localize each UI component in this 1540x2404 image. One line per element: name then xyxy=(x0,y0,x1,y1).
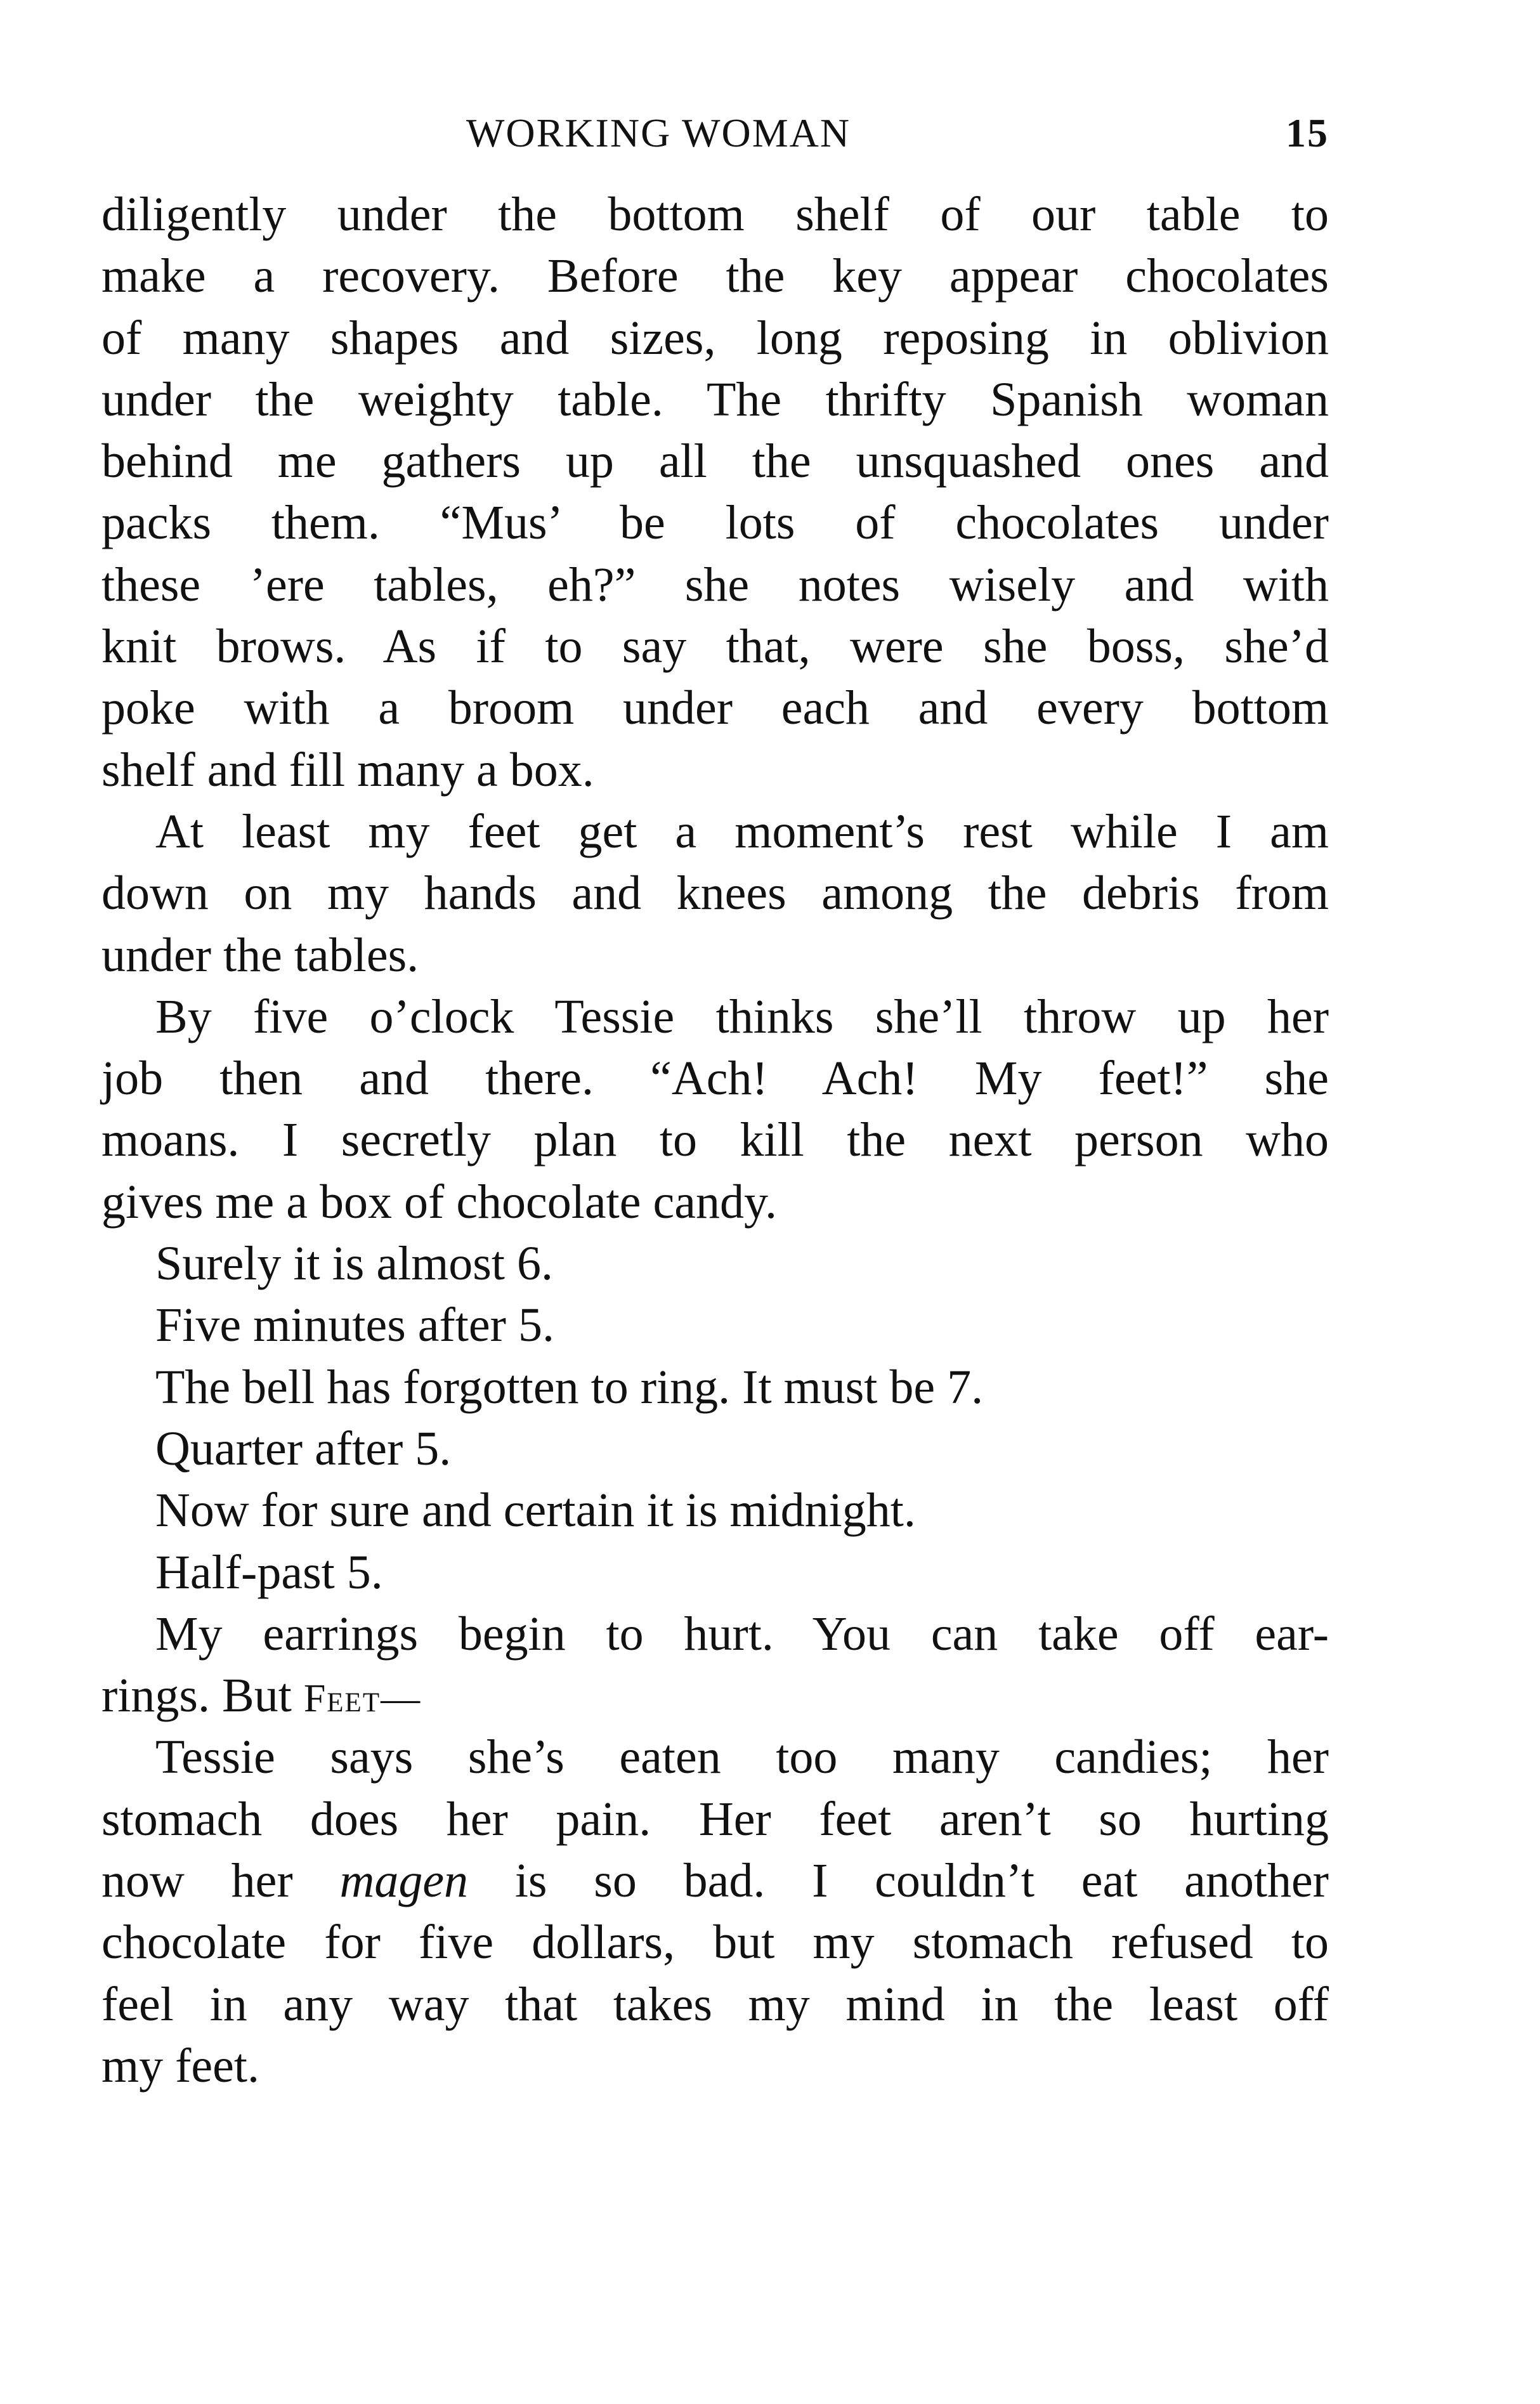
text-line: shelf and fill many a box. xyxy=(101,743,594,797)
page-header xyxy=(466,98,1329,168)
text-line: gives me a box of chocolate candy. xyxy=(101,1175,778,1229)
italic-word: magen xyxy=(339,1854,469,1908)
text-line: feel in any way that takes my mind in the least off xyxy=(101,1977,1329,2031)
page-number: 15 xyxy=(1286,110,1329,155)
text-line: By five o’clock Tessie thinks she’ll throw up her xyxy=(155,990,1329,1043)
text-line: packs them. “Mus’ be lots of chocolates under xyxy=(101,496,1329,550)
text-line: stomach does her pain. Her feet aren’t so hurting xyxy=(101,1792,1329,1846)
text-line: At least my feet get a moment’s rest while I am xyxy=(155,804,1329,858)
text-line: make a recovery. Before the key appear chocolates xyxy=(101,249,1329,303)
text-line: My earrings begin to hurt. You can take off ear- xyxy=(155,1607,1329,1661)
text-line: of many shapes and sizes, long reposing in oblivion xyxy=(101,311,1329,365)
running-head: WORKING WOMAN xyxy=(466,110,851,155)
text-line: these ’ere tables, eh?” she notes wisely and with xyxy=(101,558,1329,611)
text-line: job then and there. “Ach! Ach! My feet!” she xyxy=(101,1052,1329,1106)
text-line: Now for sure and certain it is midnight. xyxy=(155,1484,916,1538)
text-line: The bell has forgotten to ring. It must be 7. xyxy=(155,1360,984,1414)
text-line: down on my hands and knees among the debris from xyxy=(101,866,1329,920)
text-line: knit brows. As if to say that, were she boss, she’d xyxy=(101,620,1329,674)
text-line: behind me gathers up all the unsquashed ones and xyxy=(101,434,1329,488)
text-line: poke with a broom under each and every bottom xyxy=(101,681,1329,735)
text-line: diligently under the bottom shelf of our table to xyxy=(101,188,1329,241)
text-line: Tessie says she’s eaten too many candies; her xyxy=(155,1730,1329,1784)
text-line: Quarter after 5. xyxy=(155,1421,452,1475)
text-line: chocolate for five dollars, but my stomach refused to xyxy=(101,1916,1329,1970)
text-line xyxy=(101,1665,1329,1727)
text-line: Surely it is almost 6. xyxy=(155,1237,553,1291)
text-line: Five minutes after 5. xyxy=(155,1298,554,1352)
text-line xyxy=(101,1850,1329,1912)
small-caps-word: Feet— xyxy=(303,1677,422,1721)
text-line: moans. I secretly plan to kill the next person who xyxy=(101,1113,1329,1167)
text-line: my feet. xyxy=(101,2039,260,2093)
text-fragment: now her xyxy=(101,1854,293,1908)
text-line: under the tables. xyxy=(101,928,419,982)
text-line: under the weighty table. The thrifty Spanish woman xyxy=(101,372,1329,426)
text-fragment: rings. But xyxy=(101,1669,292,1723)
text-fragment: is so bad. I couldn’t eat another xyxy=(514,1854,1329,1908)
body-text xyxy=(101,184,1329,2097)
text-line: Half-past 5. xyxy=(155,1545,383,1599)
